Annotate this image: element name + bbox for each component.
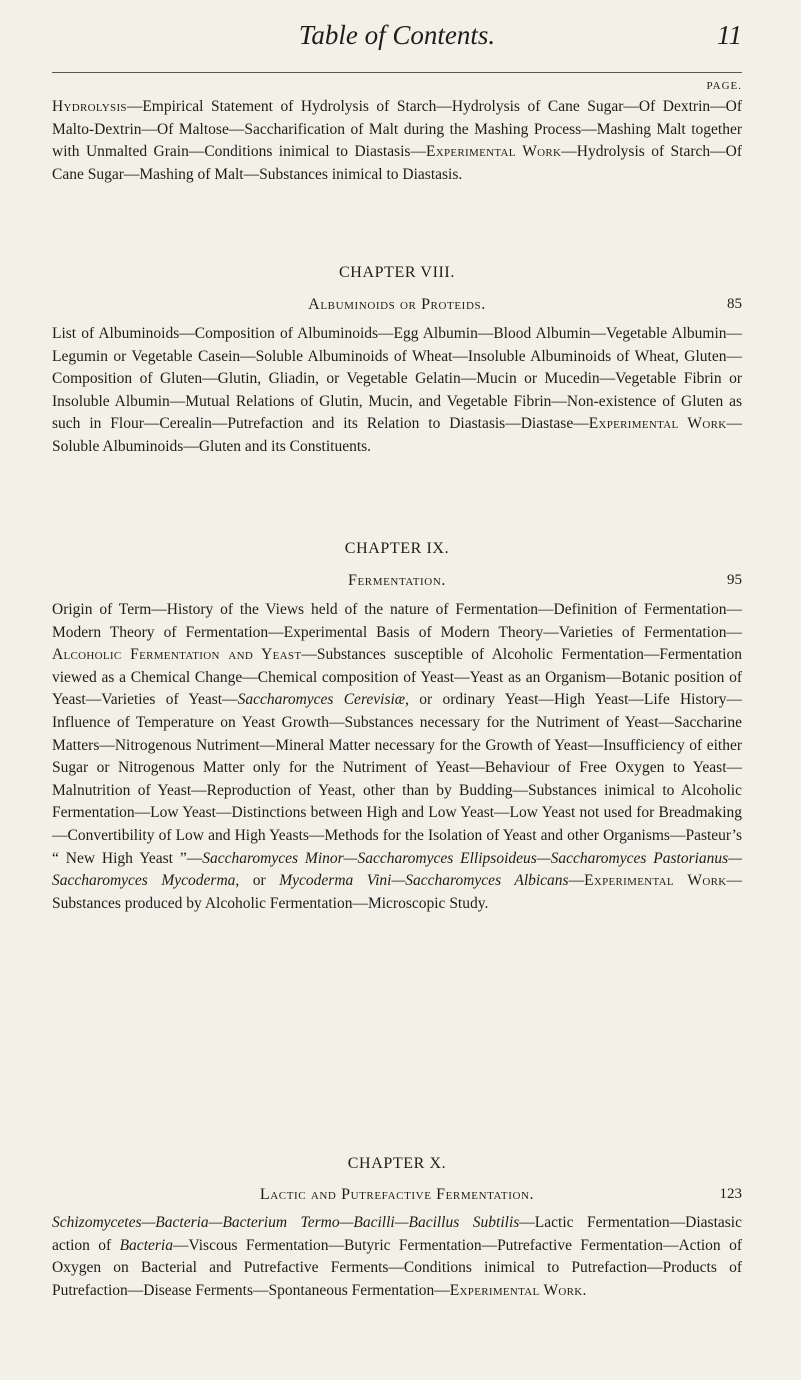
running-head: [52, 20, 742, 60]
entry-smallcaps: Experimental Work: [584, 872, 727, 890]
chapter-viii-page: 85: [727, 296, 742, 312]
entry-italic: Saccharomyces Minor—Saccharomyces Ellipsoideus—Saccharomyces Pastorianus—Saccharomyces Mycoderma: [52, 849, 742, 890]
entry-smallcaps: Experimental Work: [425, 143, 562, 161]
entry-text: —Lactic Fermentation—Diastasic action of: [52, 1214, 742, 1254]
entry-italic: Saccharomyces Cerevisiæ: [237, 691, 406, 709]
chapter-ix-number: CHAPTER IX.: [344, 540, 450, 557]
entry-text: , or: [235, 872, 280, 890]
entry-smallcaps: Experimental Work: [588, 415, 727, 433]
page-number: 11: [717, 20, 742, 50]
header-rule: [52, 72, 742, 73]
continued-entry-text: [52, 96, 742, 186]
chapter-x-number: CHAPTER X.: [347, 1155, 447, 1172]
entry-text: —: [568, 872, 585, 890]
entry-italic: Schizomycetes—Bacteria—Bacterium Termo—Bacilli—Bacillus Subtilis: [52, 1214, 520, 1231]
chapter-viii-heading: [52, 296, 742, 318]
chapter-x-title: Lactic and Putrefactive Fermentation.: [259, 1186, 535, 1203]
running-title: Table of Contents.: [298, 20, 496, 50]
entry-text: —Substances susceptible of Alcoholic Fermentation—Fermentation viewed as a Chemical Change—Chemical composition of Yeast—Yeast as an Organism—Botanic position of Yeast—Varieties of Yeast—: [52, 646, 742, 709]
entry-lead: Hydrolysis: [52, 98, 127, 115]
entry-text: —Empirical Statement of Hydrolysis of Starch—Hydrolysis of Cane Sugar—Of Dextrin—Of Malto-Dextrin—Of Maltose—Saccharification of Malt during the Mashing Process—Mashing Malt together with Unmalted Grain—Conditions inimical to Diastasis—: [52, 98, 742, 161]
entry-text: .: [582, 1281, 587, 1299]
chapter-viii-title: Albuminoids or Proteids.: [308, 296, 486, 313]
entry-italic: Bacteria: [119, 1236, 173, 1254]
chapter-x-page: 123: [719, 1186, 742, 1202]
entry-text: List of Albuminoids—Composition of Albuminoids—Egg Albumin—Blood Albumin—Vegetable Albumin—Legumin or Vegetable Casein—Soluble Albuminoids of Wheat—Insoluble Albuminoids of Wheat, Gluten—Composition of Gluten—Glutin, Gliadin, or Vegetable Gelatin—Mucin or Mucedin—Vegetable Fibrin or Insoluble Albumin—Mutual Relations of Glutin, Mucin, and Vegetable Fibrin—Non-existence of Gluten as such in Flour—Cerealin—Putrefaction and its Relation to Diastasis—Diastase—: [52, 325, 742, 433]
chapter-ix-title: Fermentation.: [347, 572, 447, 589]
entry-text: —Hydrolysis of Starch—Of Cane Sugar—Mashing of Malt—Substances inimical to Diastasis.: [52, 143, 742, 183]
chapter-ix-page: 95: [727, 572, 742, 588]
chapter-x-contents: [52, 1212, 742, 1302]
entry-text: —Soluble Albuminoids—Gluten and its Constituents.: [52, 415, 742, 455]
page-column-label: PAGE.: [706, 80, 742, 92]
entry-text: , or ordinary Yeast—High Yeast—Life History—Influence of Temperature on Yeast Growth—Substances necessary for the Nutriment of Yeast—Saccharine Matters—Nitrogenous Nutriment—Mineral Matter necessary for the Growth of Yeast—Insufficiency of either Sugar or Nitrogenous Matter only for the Nutriment of Yeast—Behaviour of Free Oxygen to Yeast—Malnutrition of Yeast—Reproduction of Yeast, other than by Budding—Substances inimical to Alcoholic Fermentation—Low Yeast—Distinctions between High and Low Yeast—Low Yeast not used for Breadmaking—Convertibility of Low and High Yeasts—Methods for the Isolation of Yeast and other Organisms—Pasteur’s “ New High Yeast ”—: [52, 691, 742, 867]
entry-italic: Mycoderma Vini—Saccharomyces Albicans: [279, 872, 569, 890]
chapter-viii-contents: [52, 323, 742, 459]
entry-text: —Substances produced by Alcoholic Fermentation—Microscopic Study.: [52, 872, 742, 912]
entry-text: Origin of Term—History of the Views held of the nature of Fermentation—Definition of Fermentation—Modern Theory of Fermentation—Experimental Basis of Modern Theory—Varieties of Fermentation—: [52, 601, 742, 641]
chapter-ix-heading: [52, 572, 742, 594]
chapter-x-heading: [52, 1186, 742, 1208]
entry-smallcaps: Experimental Work: [449, 1281, 583, 1299]
chapter-ix-contents: [52, 599, 742, 915]
chapter-viii-number: CHAPTER VIII.: [339, 264, 455, 281]
entry-text: —Viscous Fermentation—Butyric Fermentation—Putrefactive Fermentation—Action of Oxygen on Bacterial and Putrefactive Ferments—Conditions inimical to Putrefaction—Products of Putrefaction—Disease Ferments—Spontaneous Fermentation—: [52, 1236, 742, 1299]
entry-smallcaps: Alcoholic Fermentation and Yeast: [52, 646, 302, 664]
